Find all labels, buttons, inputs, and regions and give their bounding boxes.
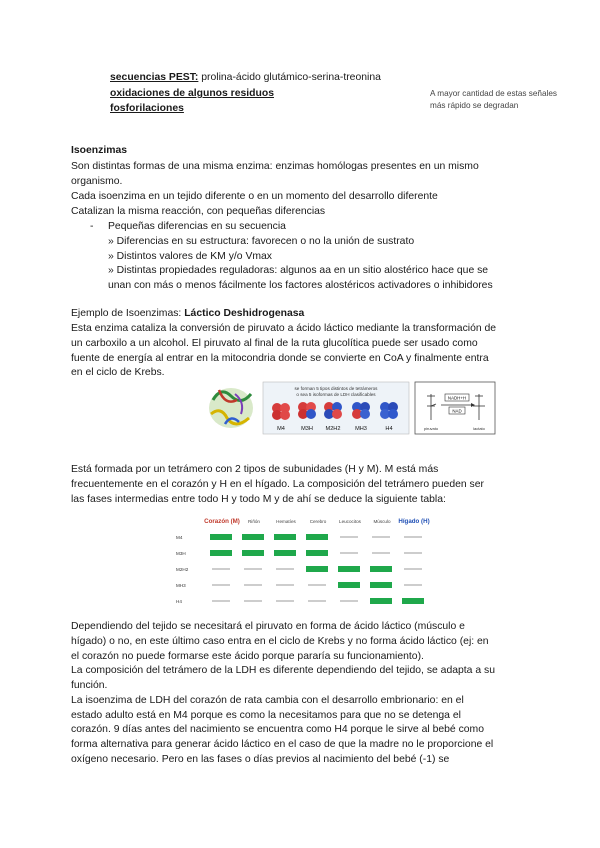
isoenzimas-heading: Isoenzimas xyxy=(71,145,128,156)
nadh-label: NADH+H xyxy=(447,395,467,401)
table-bar-present xyxy=(338,566,360,572)
table-bar-present xyxy=(274,534,296,540)
table-bar-present xyxy=(370,598,392,604)
final-l6: La isoenzima de LDH del corazón de rata cambia con el desarrollo embrionario: en el xyxy=(71,695,464,706)
final-l10: oxígeno necesario. Pero en las fases o días previos al nacimiento del bebé (-1) se xyxy=(71,754,450,765)
ldh-tissue-table xyxy=(172,513,434,613)
table-bar-present xyxy=(306,550,328,556)
isoform-label-m2h2: M2H2 xyxy=(325,426,341,432)
final-l4: La composición del tetrámero de la LDH es diferente dependiendo del tejido, se adapta a su xyxy=(71,665,495,676)
bullet-text: Pequeñas diferencias en su secuencia xyxy=(108,221,286,232)
isoenzimas-p3: Catalizan la misma reacción, con pequeñas diferencias xyxy=(71,206,326,217)
final-l3: el corazón no puede formarse este ácido porque pararía su funcionamiento). xyxy=(71,651,424,662)
final-l1: Dependiendo del tejido se necesitará el piruvato en forma de ácido láctico (músculo e xyxy=(71,621,465,632)
pest-line xyxy=(110,71,381,86)
table-row-label: M3H xyxy=(176,551,186,556)
table-bar-present xyxy=(210,534,232,540)
tetramero-l1: Está formada por un tetrámero con 2 tipos de subunidades (H y M). M está más xyxy=(71,464,439,475)
oxidation-line: oxidaciones de algunos residuos xyxy=(110,88,274,99)
table-bar-present xyxy=(210,550,232,556)
table-bar-present xyxy=(274,550,296,556)
table-header-3: Cerebro xyxy=(309,519,327,524)
table-bar-present xyxy=(242,534,264,540)
table-row-label: M2H2 xyxy=(176,567,189,572)
final-l2: hígado) o no, en este último caso entra en el ciclo de Krebs y no forma ácido láctico (ej: en xyxy=(71,636,489,647)
table-row-label: H4 xyxy=(176,599,182,604)
table-header-5: Músculo xyxy=(373,519,391,524)
ejemplo-p-l3: fuente de energía al entrar en la mitocondria donde se convierte en CoA y finalmente entra xyxy=(71,353,489,364)
table-header-0: Corazón (M) xyxy=(204,518,240,525)
table-header-1: Riñón xyxy=(247,519,261,524)
table-bar-present xyxy=(370,566,392,572)
isoenzimas-p1-l2: organismo. xyxy=(71,176,123,187)
final-l7: estado adulto está en M4 porque es como la necesitamos para que no se detenga el xyxy=(71,710,461,721)
isoform-caption-2: o sea 5 isoformas de LDH clasificables xyxy=(296,392,376,397)
sub-bullet-3-l1: » Distintas propiedades reguladoras: algunos aa en un sitio alostérico hace que se xyxy=(108,265,489,276)
ldh-figure-svg xyxy=(205,380,497,436)
final-l9: forma alternativa para generar ácido láctico en el caso de que la madre no le proporcione el xyxy=(71,739,494,750)
tetramero-l3: las fases intermedias entre todo H y todo M y de ahí se deduce la siguiente tabla: xyxy=(71,494,446,505)
final-l8: corazón. 9 días antes del nacimiento se encuentra como H4 porque le sirve al bebé como xyxy=(71,724,484,735)
table-row-label: MH3 xyxy=(176,583,186,588)
table-bar-present xyxy=(306,534,328,540)
table-row-label: M4 xyxy=(176,535,183,540)
side-note-2: más rápido se degradan xyxy=(430,101,519,110)
ejemplo-enzyme-name: Láctico Deshidrogenasa xyxy=(184,308,305,319)
ejemplo-heading xyxy=(71,307,304,322)
table-header-2: Hematíes xyxy=(276,519,296,524)
isoform-caption-1: se forman 5 tipos distintos de tetrámeros xyxy=(294,386,378,391)
isoenzimas-p2: Cada isoenzima en un tejido diferente o en un momento del desarrollo diferente xyxy=(71,191,438,202)
ldh-tissue-table-svg xyxy=(172,513,434,613)
ejemplo-p-l4: en el ciclo de Krebs. xyxy=(71,367,165,378)
table-header-6: Hígado (H) xyxy=(398,518,430,525)
tetramero-l2: frecuentemente en el corazón y H en el hígado. La composición del tetrámero pueden ser xyxy=(71,479,484,490)
side-note-1: A mayor cantidad de estas señales xyxy=(430,89,557,98)
table-header-4: Leucocitos xyxy=(339,519,361,524)
isoform-label-m3h: M3H xyxy=(301,426,313,432)
nad-label: NAD xyxy=(452,408,462,414)
ejemplo-intro: Ejemplo de Isoenzimas: xyxy=(71,308,185,319)
table-bar-present xyxy=(338,582,360,588)
pest-definition: prolina-ácido glutámico-serina-treonina xyxy=(198,72,381,83)
table-bar-present xyxy=(306,566,328,572)
lactate-label: lactato xyxy=(473,426,485,431)
table-bar-present xyxy=(242,550,264,556)
table-bar-present xyxy=(402,598,424,604)
isoform-label-h4: H4 xyxy=(385,426,393,432)
pyruvate-label: piruvato xyxy=(423,426,439,431)
final-l5: función. xyxy=(71,680,108,691)
ejemplo-p-l2: un carboxilo a un alcohol. El piruvato al final de la ruta glucolítica puede ser usado como xyxy=(71,338,478,349)
isoform-label-mh3: MH3 xyxy=(355,426,367,432)
protein-structure-image xyxy=(209,388,253,428)
phosphorylation-line: fosforilaciones xyxy=(110,103,184,114)
pest-term: secuencias PEST: xyxy=(110,72,199,83)
table-bar-present xyxy=(370,582,392,588)
sub-bullet-1: » Diferencias en su estructura: favorecen o no la unión de sustrato xyxy=(108,236,415,247)
isoenzimas-p1-l1: Son distintas formas de una misma enzima: enzimas homólogas presentes en un mismo xyxy=(71,161,479,172)
ldh-figure xyxy=(205,380,497,436)
sub-bullet-3-l2: unan con más o menos fácilmente los factores alostéricos activadores o inhibidores xyxy=(108,280,493,291)
ejemplo-p-l1: Esta enzima cataliza la conversión de piruvato a ácido láctico mediante la transformación de xyxy=(71,323,497,334)
bullet-dash: - xyxy=(90,221,94,232)
isoform-label-m4: M4 xyxy=(277,426,285,432)
sub-bullet-2: » Distintos valores de KM y/o Vmax xyxy=(108,251,273,262)
